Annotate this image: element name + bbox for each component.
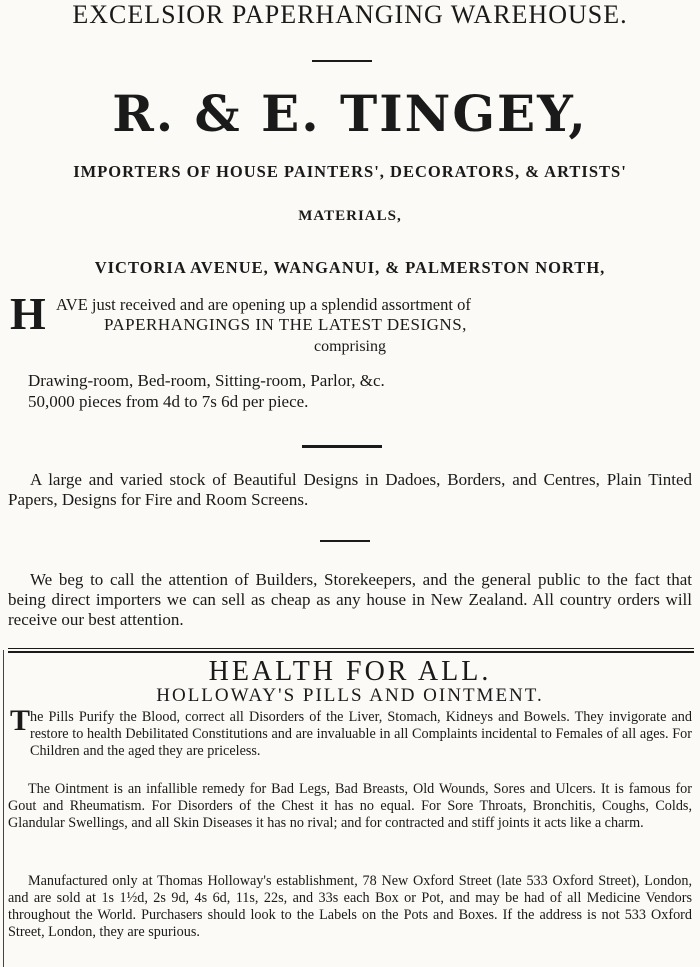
divider-rule <box>302 445 382 448</box>
pills-paragraph: he Pills Purify the Blood, correct all Disorders of the Liver, Stomach, Kidneys and Bowels. They invigorate and restore to health Debilitated Constitutions and are invaluable in all Complaints incidental to Females of all ages. For Children and the aged they are priceless. <box>30 709 692 759</box>
firm-name: R. & E. TINGEY, <box>112 84 588 143</box>
column-edge-line <box>3 650 4 967</box>
drop-cap-t: T <box>10 704 31 737</box>
pieces-line: 50,000 pieces from 4d to 7s 6d per piece. <box>28 392 309 411</box>
warehouse-banner: EXCELSIOR PAPERHANGING WAREHOUSE. <box>72 0 628 29</box>
holloway-subtitle: HOLLOWAY'S PILLS AND OINTMENT. <box>156 685 544 706</box>
comprising-line: comprising <box>314 338 386 355</box>
health-title: HEALTH FOR ALL. <box>208 656 492 687</box>
intro-line-1: AVE just received and are opening up a splendid assortment of <box>56 295 471 314</box>
section-divider <box>8 648 694 653</box>
drop-cap-h: H <box>10 288 46 339</box>
address-line: VICTORIA AVENUE, WANGANUI, & PALMERSTON NORTH, <box>94 258 606 277</box>
stock-paragraph: A large and varied stock of Beautiful Designs in Dadoes, Borders, and Centres, Plain Tinted Papers, Designs for Fire and Room Screens. <box>8 470 692 509</box>
rooms-line: Drawing-room, Bed-room, Sitting-room, Parlor, &c. <box>28 371 385 390</box>
ointment-paragraph: The Ointment is an infallible remedy for Bad Legs, Bad Breasts, Old Wounds, Sores and Ulcers. It is famous for Gout and Rheumatism. For Disorders of the Chest it has no equal. For Sore Throats, Bronchitis, Coughs, Colds, Glandular Swellings, and all Skin Diseases it has no rival; and for contracted and stiff joints it acts like a charm. <box>8 781 692 831</box>
divider-rule <box>312 60 372 62</box>
importers-line: IMPORTERS OF HOUSE PAINTERS', DECORATORS, & ARTISTS' <box>73 162 627 181</box>
divider-rule <box>320 540 370 542</box>
manufactured-paragraph: Manufactured only at Thomas Holloway's establishment, 78 New Oxford Street (late 533 Oxford Street), London, and are sold at 1s 1½d, 2s 9d, 4s 6d, 11s, 22s, and 33s each Box or Pot, and may be had of all Medicine Vendors throughout the World. Purchasers should look to the Labels on the Pots and Boxes. If the address is not 533 Oxford Street, London, they are spurious. <box>8 873 692 940</box>
attention-paragraph: We beg to call the attention of Builders, Storekeepers, and the general public to the fact that being direct importers we can sell as cheap as any house in New Zealand. All country orders will receive our best attention. <box>8 570 692 629</box>
materials-line: MATERIALS, <box>298 208 402 224</box>
intro-line-2: PAPERHANGINGS IN THE LATEST DESIGNS, <box>104 315 467 334</box>
